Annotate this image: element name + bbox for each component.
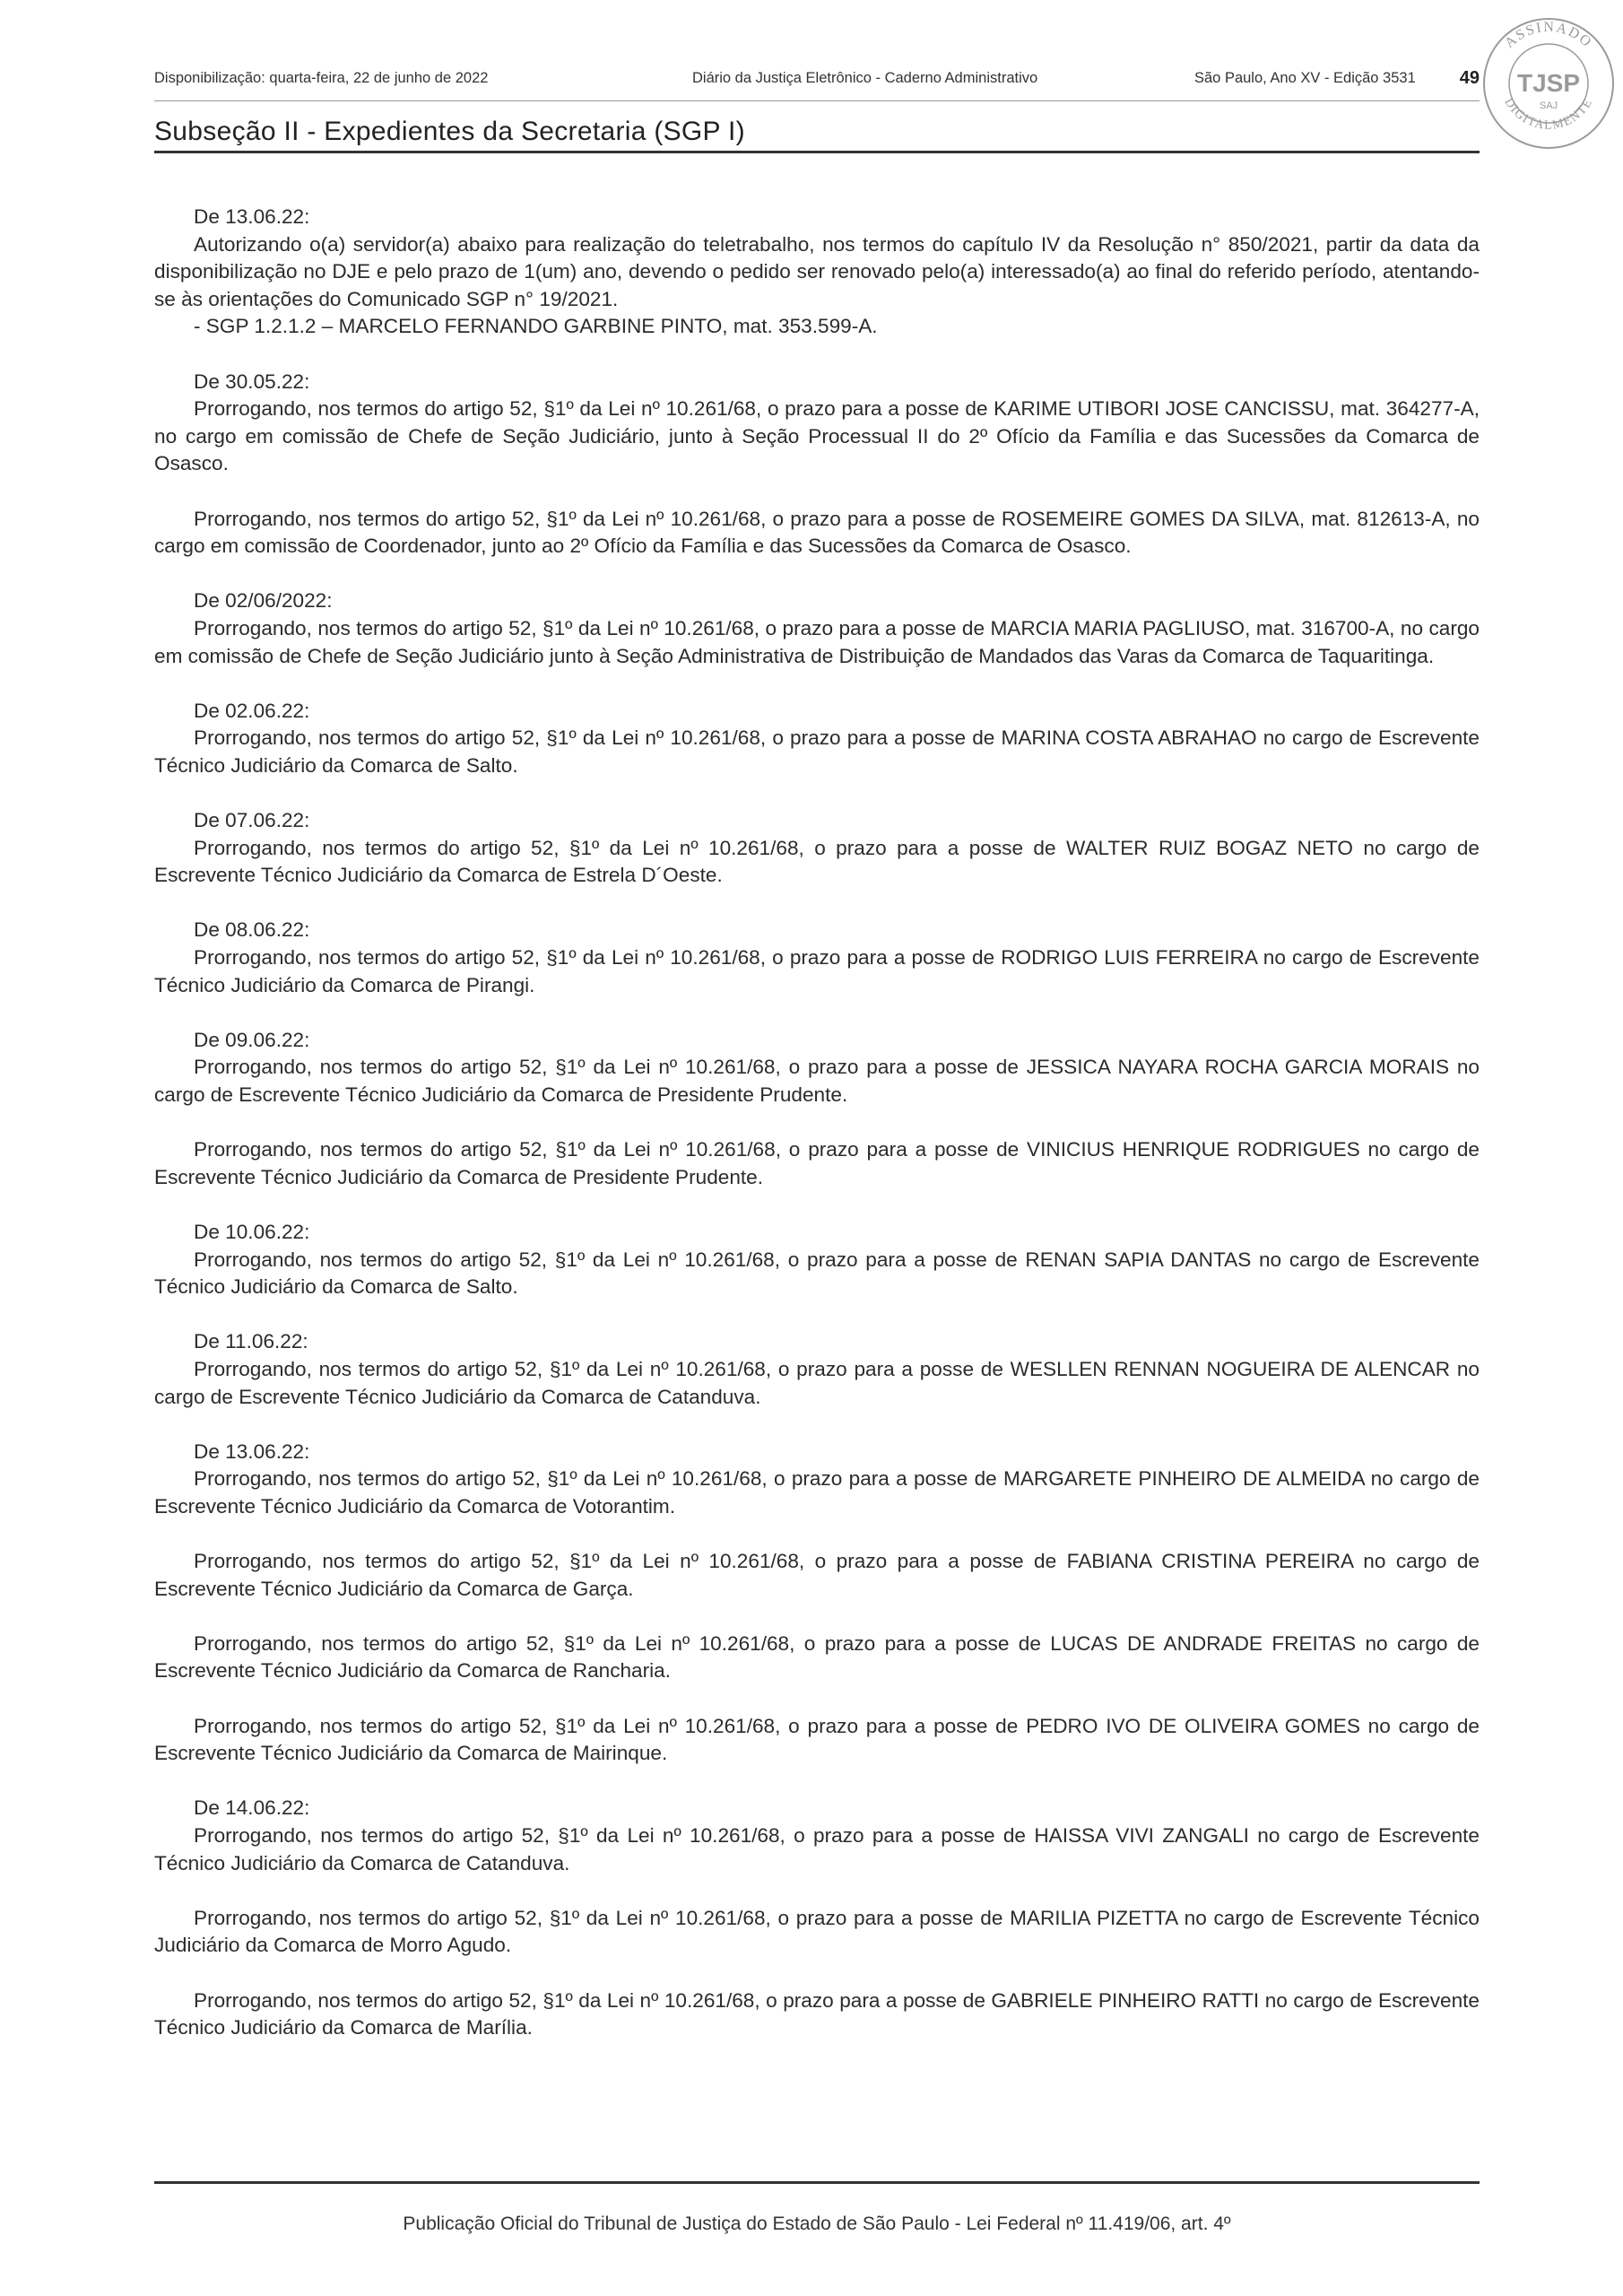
header-divider bbox=[154, 100, 1480, 101]
date-heading: De 14.06.22: bbox=[194, 1796, 310, 1820]
body-paragraph: Prorrogando, nos termos do artigo 52, §1º da Lei nº 10.261/68, o prazo para a posse de WESLLEN RENNAN NOGUEIRA DE ALENCAR no cargo de Escrevente Técnico Judiciário da Comarca de Catanduva. bbox=[154, 1357, 1480, 1408]
body-paragraph: - SGP 1.2.1.2 – MARCELO FERNANDO GARBINE PINTO, mat. 353.599-A. bbox=[194, 315, 878, 338]
page-footer: Publicação Oficial do Tribunal de Justiça do Estado de São Paulo - Lei Federal nº 11.419/06, art. 4º bbox=[403, 2213, 1231, 2234]
body-paragraph: Prorrogando, nos termos do artigo 52, §1º da Lei nº 10.261/68, o prazo para a posse de KARIME UTIBORI JOSE CANCISSU, mat. 364277-A, no cargo em comissão de Chefe de Seção Judiciário, junto à Seção Processual II do 2º Ofício da Família e das Sucessões da Comarca de Osasco. bbox=[154, 397, 1480, 475]
header-edition: São Paulo, Ano XV - Edição 3531 bbox=[1194, 70, 1416, 86]
body-paragraph: Autorizando o(a) servidor(a) abaixo para realização do teletrabalho, nos termos do capítulo IV da Resolução n° 850/2021, partir da data da disponibilização no DJE e pelo prazo de 1(um) ano, devendo o pedido ser renovado pelo(a) interessado(a) ao final do referido período, atentando-se às orientações do Comunicado SGP n° 19/2021. bbox=[154, 232, 1480, 310]
body-paragraph: Prorrogando, nos termos do artigo 52, §1º da Lei nº 10.261/68, o prazo para a posse de MARGARETE PINHEIRO DE ALMEIDA no cargo de Escrevente Técnico Judiciário da Comarca de Votorantim. bbox=[154, 1467, 1480, 1518]
section-divider bbox=[154, 151, 1480, 153]
date-heading: De 07.06.22: bbox=[194, 809, 310, 832]
digital-signature-seal-icon bbox=[1481, 16, 1616, 151]
date-heading: De 13.06.22: bbox=[194, 1439, 310, 1463]
page-number: 49 bbox=[1459, 68, 1480, 88]
body-paragraph: Prorrogando, nos termos do artigo 52, §1º da Lei nº 10.261/68, o prazo para a posse de JESSICA NAYARA ROCHA GARCIA MORAIS no cargo de Escrevente Técnico Judiciário da Comarca de Presidente Prudente. bbox=[154, 1056, 1480, 1106]
svg-text:DIGITALMENTE: DIGITALMENTE bbox=[1501, 96, 1596, 133]
body-paragraph: Prorrogando, nos termos do artigo 52, §1º da Lei nº 10.261/68, o prazo para a posse de RODRIGO LUIS FERREIRA no cargo de Escrevente Técnico Judiciário da Comarca de Pirangi. bbox=[154, 946, 1480, 996]
document-body bbox=[154, 204, 1480, 2042]
svg-text:SAJ: SAJ bbox=[1539, 100, 1558, 111]
body-paragraph: Prorrogando, nos termos do artigo 52, §1º da Lei nº 10.261/68, o prazo para a posse de LUCAS DE ANDRADE FREITAS no cargo de Escrevente Técnico Judiciário da Comarca de Rancharia. bbox=[154, 1631, 1480, 1683]
body-paragraph: Prorrogando, nos termos do artigo 52, §1º da Lei nº 10.261/68, o prazo para a posse de GABRIELE PINHEIRO RATTI no cargo de Escrevente Técnico Judiciário da Comarca de Marília. bbox=[154, 1988, 1480, 2039]
body-paragraph: Prorrogando, nos termos do artigo 52, §1º da Lei nº 10.261/68, o prazo para a posse de RENAN SAPIA DANTAS no cargo de Escrevente Técnico Judiciário da Comarca de Salto. bbox=[154, 1248, 1480, 1299]
svg-text:ASSINADO: ASSINADO bbox=[1502, 19, 1595, 51]
header-journal-name: Diário da Justiça Eletrônico - Caderno Administrativo bbox=[692, 70, 1038, 86]
body-paragraph: Prorrogando, nos termos do artigo 52, §1º da Lei nº 10.261/68, o prazo para a posse de VINICIUS HENRIQUE RODRIGUES no cargo de Escrevente Técnico Judiciário da Comarca de Presidente Prudente. bbox=[154, 1138, 1480, 1188]
date-heading: De 02.06.22: bbox=[194, 699, 310, 722]
body-paragraph: Prorrogando, nos termos do artigo 52, §1º da Lei nº 10.261/68, o prazo para a posse de FABIANA CRISTINA PEREIRA no cargo de Escrevente Técnico Judiciário da Comarca de Garça. bbox=[154, 1550, 1480, 1600]
body-paragraph: Prorrogando, nos termos do artigo 52, §1º da Lei nº 10.261/68, o prazo para a posse de HAISSA VIVI ZANGALI no cargo de Escrevente Técnico Judiciário da Comarca de Catanduva. bbox=[154, 1824, 1480, 1874]
date-heading: De 11.06.22: bbox=[194, 1330, 308, 1353]
date-heading: De 10.06.22: bbox=[194, 1220, 310, 1243]
footer-divider bbox=[154, 2181, 1480, 2184]
page-header bbox=[154, 65, 1480, 100]
body-paragraph: Prorrogando, nos termos do artigo 52, §1º da Lei nº 10.261/68, o prazo para a posse de ROSEMEIRE GOMES DA SILVA, mat. 812613-A, no cargo em comissão de Coordenador, junto ao 2º Ofício da Família e das Sucessões da Comarca de Osasco. bbox=[154, 507, 1480, 558]
date-heading: De 02/06/2022: bbox=[194, 589, 333, 613]
body-paragraph: Prorrogando, nos termos do artigo 52, §1º da Lei nº 10.261/68, o prazo para a posse de PEDRO IVO DE OLIVEIRA GOMES no cargo de Escrevente Técnico Judiciário da Comarca de Mairinque. bbox=[154, 1714, 1480, 1765]
date-heading: De 08.06.22: bbox=[194, 918, 310, 942]
section-title: Subseção II - Expedientes da Secretaria (SGP I) bbox=[154, 117, 745, 146]
svg-text:TJSP: TJSP bbox=[1516, 69, 1581, 97]
body-paragraph: Prorrogando, nos termos do artigo 52, §1º da Lei nº 10.261/68, o prazo para a posse de MARCIA MARIA PAGLIUSO, mat. 316700-A, no cargo em comissão de Chefe de Seção Judiciário junto à Seção Administrativa de Distribuição de Mandados das Varas da Comarca de Taquaritinga. bbox=[154, 616, 1480, 667]
body-paragraph: Prorrogando, nos termos do artigo 52, §1º da Lei nº 10.261/68, o prazo para a posse de MARILIA PIZETTA no cargo de Escrevente Técnico Judiciário da Comarca de Morro Agudo. bbox=[154, 1906, 1480, 1957]
date-heading: De 30.05.22: bbox=[194, 370, 310, 393]
body-paragraph: Prorrogando, nos termos do artigo 52, §1º da Lei nº 10.261/68, o prazo para a posse de WALTER RUIZ BOGAZ NETO no cargo de Escrevente Técnico Judiciário da Comarca de Estrela D´Oeste. bbox=[154, 836, 1480, 887]
header-availability-date: Disponibilização: quarta-feira, 22 de junho de 2022 bbox=[154, 70, 489, 86]
date-heading: De 13.06.22: bbox=[194, 205, 310, 228]
date-heading: De 09.06.22: bbox=[194, 1028, 310, 1051]
body-paragraph: Prorrogando, nos termos do artigo 52, §1º da Lei nº 10.261/68, o prazo para a posse de MARINA COSTA ABRAHAO no cargo de Escrevente Técnico Judiciário da Comarca de Salto. bbox=[154, 726, 1480, 777]
